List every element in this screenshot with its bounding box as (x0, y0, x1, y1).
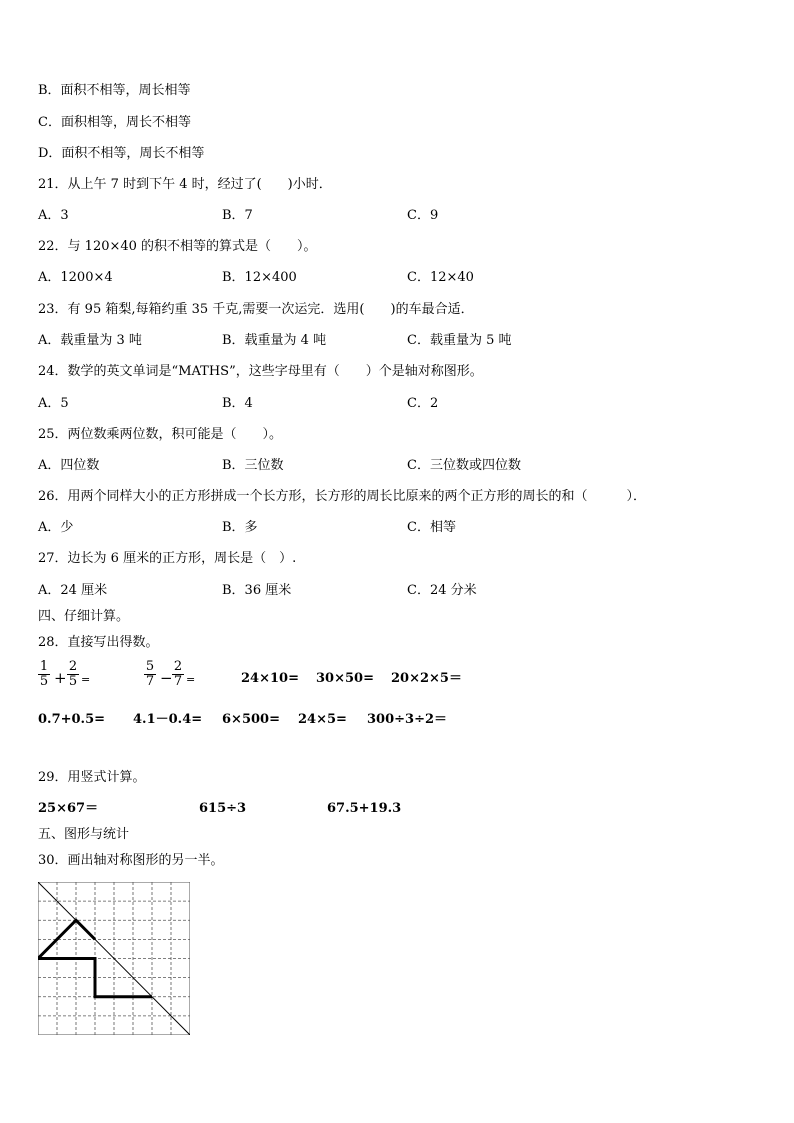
q28-item: 20×2×5＝ (391, 671, 462, 686)
q23-option-c: C．载重量为 5 吨 (407, 333, 512, 348)
q23-stem: 23．有 95 箱梨,每箱约重 35 千克,需要一次运完．选用( )的车最合适． (38, 302, 474, 317)
section-5-heading: 五、图形与统计 (38, 827, 130, 842)
denominator: 5 (68, 674, 78, 689)
q29-item: 25×67＝ (38, 801, 99, 816)
q24-option-a: A．5 (38, 396, 69, 411)
symmetry-grid-figure (38, 882, 190, 1035)
fraction (144, 660, 156, 689)
denominator: 7 (145, 674, 155, 689)
q22-option-a: A．1200×4 (38, 270, 113, 285)
q20-option-c: C．面积相等，周长不相等 (38, 115, 191, 130)
q28-item: 300÷3÷2＝ (367, 712, 448, 727)
q28-item: 6×500= (222, 712, 280, 727)
fraction (38, 660, 50, 689)
q21-stem: 21．从上午 7 时到下午 4 时，经过了( )小时． (38, 177, 332, 192)
denominator: 7 (173, 674, 183, 689)
q23-option-a: A．载重量为 3 吨 (38, 333, 142, 348)
q26-option-c: C．相等 (407, 520, 456, 535)
q29-stem: 29．用竖式计算。 (38, 770, 146, 785)
q27-option-b: B．36 厘米 (222, 583, 292, 598)
fraction (67, 660, 79, 689)
q23-option-b: B．载重量为 4 吨 (222, 333, 327, 348)
q28-item: 0.7+0.5= (38, 712, 106, 727)
q20-option-b: B．面积不相等，周长相等 (38, 83, 191, 98)
q29-item: 615÷3 (199, 801, 247, 816)
q25-option-b: B．三位数 (222, 458, 284, 473)
q27-stem: 27．边长为 6 厘米的正方形，周长是（ ）. (38, 551, 297, 566)
plus-sign: + (54, 669, 67, 687)
q28-item: 30×50= (316, 671, 374, 686)
q28-item: 24×10= (241, 671, 299, 686)
q22-option-b: B．12×400 (222, 270, 297, 285)
numerator: 5 (145, 659, 155, 674)
denominator: 5 (39, 674, 49, 689)
q26-stem: 26．用两个同样大小的正方形拼成一个长方形，长方形的周长比原来的两个正方形的周长的和（ ）． (38, 489, 647, 504)
grid-svg (38, 882, 190, 1035)
equals-sign: = (81, 673, 91, 686)
section-4-heading: 四、仔细计算。 (38, 609, 130, 624)
equals-sign: = (186, 673, 196, 686)
q24-option-c: C．2 (407, 396, 439, 411)
q26-option-a: A．少 (38, 520, 74, 535)
q24-stem: 24．数学的英文单词是“MATHS”，这些字母里有（ ）个是轴对称图形。 (38, 364, 483, 379)
numerator: 2 (173, 659, 183, 674)
q28-item: 24×5= (298, 712, 347, 727)
q22-option-c: C．12×40 (407, 270, 474, 285)
q28-stem: 28．直接写出得数。 (38, 635, 159, 650)
q29-item: 67.5+19.3 (327, 801, 402, 816)
fraction (172, 660, 184, 689)
numerator: 1 (39, 659, 49, 674)
q22-stem: 22．与 120×40 的积不相等的算式是（ ）。 (38, 239, 317, 254)
q27-option-c: C．24 分米 (407, 583, 477, 598)
figure-half-top (38, 920, 95, 958)
q24-option-b: B．4 (222, 396, 253, 411)
q27-option-a: A．24 厘米 (38, 583, 108, 598)
minus-sign: − (160, 669, 173, 687)
q28-item: 4.1－0.4= (133, 712, 203, 727)
q25-stem: 25．两位数乘两位数，积可能是（ ）。 (38, 427, 283, 442)
q25-option-a: A．四位数 (38, 458, 100, 473)
q25-option-c: C．三位数或四位数 (407, 458, 521, 473)
q20-option-d: D．面积不相等，周长不相等 (38, 146, 205, 161)
q26-option-b: B．多 (222, 520, 258, 535)
numerator: 2 (68, 659, 78, 674)
q21-option-a: A．3 (38, 208, 69, 223)
q21-option-c: C．9 (407, 208, 439, 223)
q30-stem: 30．画出轴对称图形的另一半。 (38, 853, 224, 868)
q21-option-b: B．7 (222, 208, 253, 223)
